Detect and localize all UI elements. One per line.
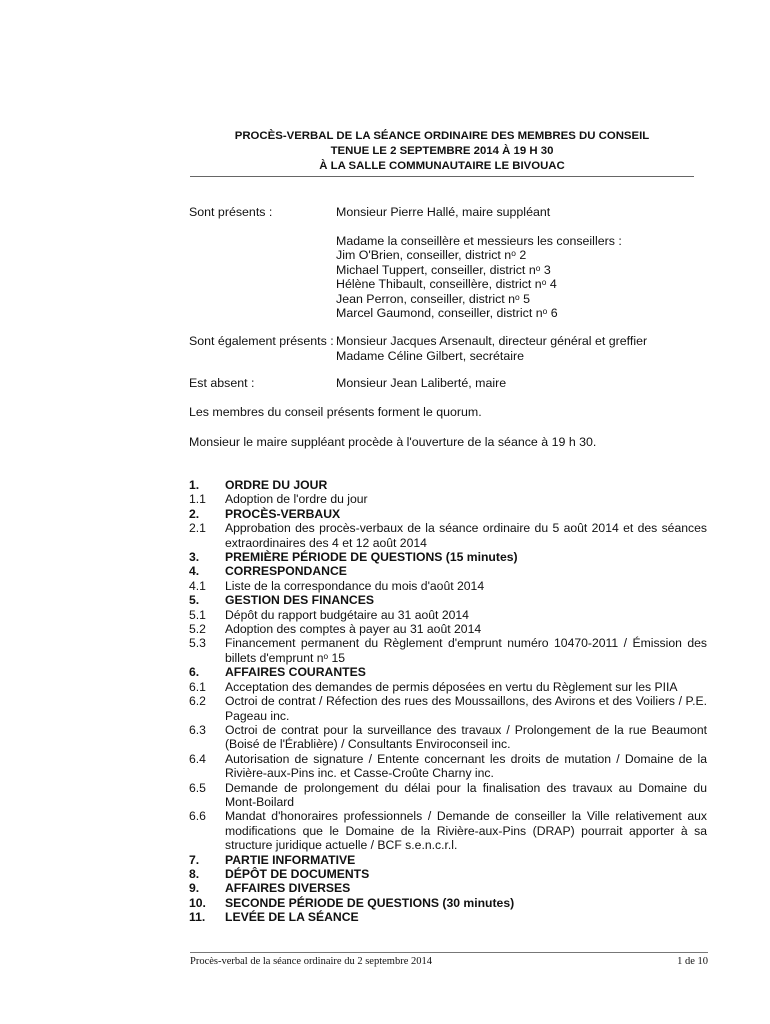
agenda-number: 6.6 <box>189 809 206 824</box>
also-present-values <box>336 334 706 363</box>
agenda-text: AFFAIRES COURANTES <box>225 665 366 680</box>
agenda-item <box>189 723 707 752</box>
agenda-section <box>189 550 707 564</box>
agenda-number: 1. <box>189 478 200 492</box>
agenda-item <box>189 521 707 550</box>
councillor-item: Marcel Gaumond, conseiller, district nᵒ 6 <box>336 306 558 320</box>
also-present-item: Monsieur Jacques Arsenault, directeur général et greffier <box>336 334 648 348</box>
absent-name: Monsieur Jean Laliberté, maire <box>336 376 507 390</box>
agenda-number: 9. <box>189 881 200 896</box>
header-divider <box>190 176 694 177</box>
agenda-section <box>189 896 707 910</box>
agenda-text: PREMIÈRE PÉRIODE DE QUESTIONS (15 minutes) <box>225 550 518 565</box>
header-location: À LA SALLE COMMUNAUTAIRE LE BIVOUAC <box>319 160 565 172</box>
footer-divider <box>190 952 708 953</box>
agenda-text: Financement permanent du Règlement d'emprunt numéro 10470-2011 / Émission des billets d'emprunt nᵒ 15 <box>225 636 707 665</box>
agenda-item <box>189 781 707 810</box>
agenda-number: 7. <box>189 852 200 867</box>
agenda-item <box>189 680 707 694</box>
agenda-text: PARTIE INFORMATIVE <box>225 852 356 867</box>
agenda-number: 6.2 <box>189 694 206 709</box>
agenda-text: Octroi de contrat pour la surveillance des travaux / Prolongement de la rue Beaumont (Boisé de l'Érablière) / Consultants Enviroconseil inc. <box>225 722 707 752</box>
agenda-number: 11. <box>189 910 206 925</box>
agenda-item <box>189 636 707 665</box>
agenda-text: Approbation des procès-verbaux de la séance ordinaire du 5 août 2014 et des séances extraordinaires des 4 et 12 août 2014 <box>225 521 707 550</box>
agenda-section <box>189 853 707 867</box>
agenda-section <box>189 665 707 679</box>
agenda-number: 6.4 <box>189 751 206 766</box>
page-number: 1 de 10 <box>677 956 708 967</box>
agenda-section <box>189 564 707 578</box>
agenda-text: Autorisation de signature / Entente concernant les droits de mutation / Domaine de la Rivière-aux-Pins inc. et Casse-Croûte Charny inc. <box>225 751 707 781</box>
absent-label: Est absent : <box>189 376 255 390</box>
agenda-text: CORRESPONDANCE <box>225 564 347 579</box>
agenda-section <box>189 507 707 521</box>
agenda-section <box>189 881 707 895</box>
agenda-number: 6.3 <box>189 722 206 737</box>
agenda-text: Acceptation des demandes de permis déposées en vertu du Règlement sur les PIIA <box>225 679 678 694</box>
agenda-number: 5.2 <box>189 622 206 637</box>
councillor-item: Hélène Thibault, conseillère, district nᵒ 4 <box>336 277 557 291</box>
agenda-number: 6.5 <box>189 780 206 795</box>
agenda-number: 10. <box>189 895 206 910</box>
agenda-text: DÉPÔT DE DOCUMENTS <box>225 866 370 881</box>
agenda-item <box>189 608 707 622</box>
agenda-section <box>189 867 707 881</box>
councillor-item: Michael Tuppert, conseiller, district nᵒ 3 <box>336 262 551 277</box>
agenda-text: Adoption de l'ordre du jour <box>225 492 368 507</box>
agenda-number: 6. <box>189 665 200 680</box>
agenda-section <box>189 478 707 492</box>
agenda-number: 5. <box>189 593 200 608</box>
header-date: TENUE LE 2 SEPTEMBRE 2014 À 19 H 30 <box>330 145 554 157</box>
agenda-text: PROCÈS-VERBAUX <box>225 506 341 521</box>
agenda-item <box>189 694 707 723</box>
agenda-text: AFFAIRES DIVERSES <box>225 881 351 896</box>
agenda-number: 5.3 <box>189 636 206 651</box>
agenda-number: 6.1 <box>189 679 206 694</box>
agenda-item <box>189 492 707 506</box>
agenda-number: 2.1 <box>189 521 206 536</box>
agenda-text: SECONDE PÉRIODE DE QUESTIONS (30 minutes) <box>225 895 515 910</box>
agenda-section <box>189 593 707 607</box>
agenda-text: Liste de la correspondance du mois d'août 2014 <box>225 578 485 593</box>
agenda-item <box>189 579 707 593</box>
present-label: Sont présents : <box>189 205 273 219</box>
agenda-item <box>189 752 707 781</box>
councillor-item: Jean Perron, conseiller, district nᵒ 5 <box>336 291 531 306</box>
councillor-item: Jim O'Brien, conseiller, district nᵒ 2 <box>336 248 527 262</box>
opening-paragraph: Monsieur le maire suppléant procède à l'ouverture de la séance à 19 h 30. <box>189 435 597 449</box>
also-present-item: Madame Céline Gilbert, secrétaire <box>336 348 525 363</box>
agenda-text: Demande de prolongement du délai pour la finalisation des travaux au Domaine du Mont-Boilard <box>225 780 707 809</box>
agenda-section <box>189 910 707 924</box>
footer-title: Procès-verbal de la séance ordinaire du 2 septembre 2014 <box>190 956 432 967</box>
agenda-number: 8. <box>189 866 200 881</box>
agenda-list <box>189 478 707 925</box>
agenda-text: LEVÉE DE LA SÉANCE <box>225 910 359 925</box>
agenda-item <box>189 809 707 852</box>
agenda-text: ORDRE DU JOUR <box>225 478 328 492</box>
agenda-item <box>189 622 707 636</box>
agenda-text: Adoption des comptes à payer au 31 août 2014 <box>225 622 482 637</box>
councillors-intro: Madame la conseillère et messieurs les conseillers : <box>336 233 622 248</box>
mayor-name: Monsieur Pierre Hallé, maire suppléant <box>336 205 551 219</box>
agenda-number: 1.1 <box>189 492 206 507</box>
agenda-number: 5.1 <box>189 607 206 622</box>
document-header <box>190 129 694 174</box>
header-title: PROCÈS-VERBAL DE LA SÉANCE ORDINAIRE DES MEMBRES DU CONSEIL <box>234 130 650 142</box>
quorum-paragraph: Les membres du conseil présents forment le quorum. <box>189 405 482 419</box>
agenda-number: 4.1 <box>189 578 206 593</box>
agenda-text: Dépôt du rapport budgétaire au 31 août 2014 <box>225 607 469 622</box>
agenda-number: 4. <box>189 564 200 579</box>
present-values <box>336 205 706 321</box>
agenda-text: GESTION DES FINANCES <box>225 593 374 608</box>
absent-values <box>336 376 706 391</box>
agenda-text: Mandat d'honoraires professionnels / Demande de conseiller la Ville relativement aux modifications que le Domaine de la Rivière-aux-Pins (DRAP) pourrait apporter à sa structure juridique actuelle / BCF s.e.n.c.r.l. <box>225 809 707 853</box>
agenda-number: 2. <box>189 506 200 521</box>
agenda-text: Octroi de contrat / Réfection des rues des Moussaillons, des Avirons et des Voiliers / P.E. Pageau inc. <box>225 694 707 723</box>
agenda-number: 3. <box>189 550 200 565</box>
also-present-label: Sont également présents : <box>189 334 334 348</box>
